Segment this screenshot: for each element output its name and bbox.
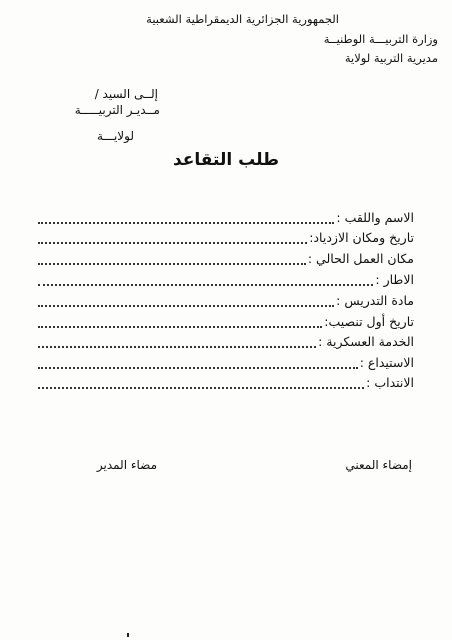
field-label: تاريخ أول تنصيب: [324, 314, 414, 329]
field-label: الاطار : [375, 272, 414, 287]
fill-line [38, 268, 373, 286]
addressee-to: إلــى السيد / [94, 87, 158, 101]
field-label: الاسم واللقب : [336, 210, 414, 225]
field-label: الخدمة العسكرية : [318, 334, 414, 349]
field-label: مادة التدريس : [336, 293, 414, 308]
field-subject [38, 291, 414, 309]
field-label: تاريخ ومكان الازدياد: [309, 230, 414, 245]
field-leave [38, 353, 414, 371]
field-label: الانتداب : [366, 375, 414, 390]
field-label: مكان العمل الحالي : [307, 251, 414, 266]
fill-line [38, 206, 334, 224]
fill-line [38, 289, 334, 307]
fill-line [38, 330, 316, 348]
addressee-wilaya: لولايـــة [96, 129, 134, 143]
fill-line [38, 351, 358, 369]
fill-line [38, 371, 364, 389]
applicant-signature-label: إمضاء المعني [345, 458, 412, 472]
fill-line [38, 247, 306, 265]
director-signature-label: مضاء المدير [96, 458, 157, 472]
field-grade [38, 270, 414, 288]
fill-line [38, 226, 307, 244]
field-label: الاستيداع : [359, 355, 414, 370]
print-mark [127, 633, 129, 637]
fill-line [38, 310, 322, 328]
field-first-appointment [38, 312, 414, 330]
field-military [38, 332, 414, 350]
republic-header: الجمهورية الجزائرية الديمقراطية الشعبية [146, 12, 339, 26]
ministry-header: وزارة التربيـــة الوطنيــة [323, 32, 438, 46]
field-birth [38, 228, 414, 246]
field-name [38, 208, 414, 226]
field-workplace [38, 249, 414, 267]
form-title: طلب التقاعد [172, 150, 280, 170]
addressee-director: مــديـر التربيـــــة [74, 103, 160, 117]
field-secondment [38, 373, 414, 391]
directorate-header: مديرية التربية لولاية [344, 51, 438, 65]
